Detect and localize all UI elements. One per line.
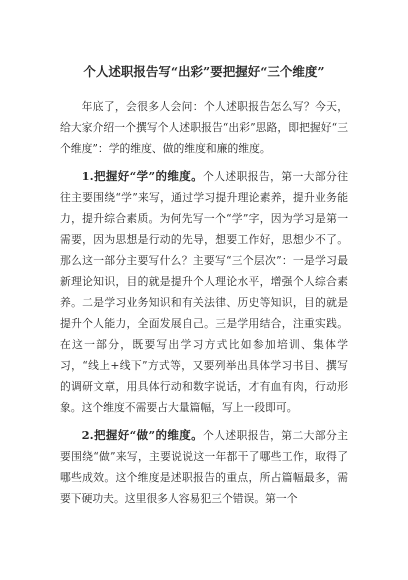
intro-paragraph: 年底了，会很多人会问：个人述职报告怎么写？今天，给大家介绍一个撰写个人述职报告“出彩”思路，即把握好“三个维度”：学的维度、做的维度和廉的维度。 (60, 100, 348, 155)
document-title: 个人述职报告写“出彩”要把握好“三个维度” (83, 64, 325, 79)
section-1-paragraph (60, 166, 348, 418)
section-2-body: 个人述职报告，第二大部分主要围绕“做”来写，主要说说这一年都干了哪些工作，取得了哪些成效。这个维度是述职报告的重点，所占篇幅最多，需要下硬功夫。这里很多人容易犯三个错误。第一个 (60, 429, 349, 505)
section-2-heading: 2.把握好“做”的维度。 (81, 428, 204, 442)
section-1-heading: 1.把握好“学”的维度。 (81, 169, 204, 183)
section-2-paragraph (60, 425, 348, 509)
section-1-body: 个人述职报告，第一大部分往往主要围绕“学”来写，通过学习提升理论素养，提升业务能力，提升综合素质。为何先写一个“学”字，因为学习是第一需要，因为思想是行动的先导，想要工作好，思想少不了。那么这一部分主要写什么？主要写“三个层次”：一是学习最新理论知识，目的就是提升个人理论水平，增强个人综合素养。二是学习业务知识和有关法律、历史等知识，目的就是提升个人能力，全面发展自己。三是学用结合，注重实践。在这一部分，既要写出学习方式比如参加培训、集体学习，“线上+线下”方式等，又要列举出具体学习书目、撰写的调研文章，用具体行动和数字说话，才有血有肉，行动形象。这个维度不需要占大量篇幅，写上一段即可。 (60, 170, 349, 414)
document-page (60, 62, 348, 516)
